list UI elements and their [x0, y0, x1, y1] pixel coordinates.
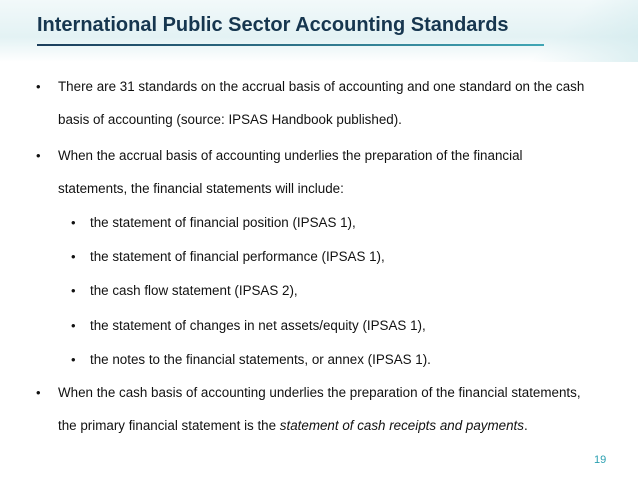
page-number: 19	[594, 454, 607, 466]
sub-bullet-marker: •	[71, 352, 76, 367]
bullet-3-line-2	[58, 418, 528, 434]
sub-bullet-item: the statement of financial position (IPSAS 1),	[90, 215, 356, 230]
emphasis-statement-cash: statement of cash receipts and payments	[279, 418, 524, 433]
bullet-3-line-2-prefix: the primary financial statement is the	[58, 418, 280, 433]
sub-bullet-item: the statement of changes in net assets/equity (IPSAS 1),	[90, 318, 426, 333]
sub-bullet-item: the statement of financial performance (IPSAS 1),	[90, 249, 385, 264]
sub-bullet-marker: •	[71, 283, 76, 298]
sub-bullet-marker: •	[71, 215, 76, 230]
bullet-2-line-2: statements, the financial statements will include:	[58, 181, 344, 196]
sub-bullet-item: the cash flow statement (IPSAS 2),	[90, 283, 298, 298]
sub-bullet-marker: •	[71, 249, 76, 264]
slide-title: International Public Sector Accounting Standards	[37, 14, 509, 36]
bullet-1-line-2: basis of accounting (source: IPSAS Handbook published).	[58, 112, 402, 127]
bullet-2-line-1: When the accrual basis of accounting underlies the preparation of the financial	[58, 148, 523, 163]
bullet-marker: •	[36, 79, 41, 94]
bullet-1-line-1: There are 31 standards on the accrual basis of accounting and one standard on the cash	[58, 79, 585, 94]
bullet-3-line-1: When the cash basis of accounting underlies the preparation of the financial statements,	[58, 385, 581, 400]
bullet-marker: •	[36, 148, 41, 163]
bullet-3-line-2-suffix: .	[523, 418, 528, 433]
sub-bullet-marker: •	[71, 318, 76, 333]
sub-bullet-item: the notes to the financial statements, or annex (IPSAS 1).	[90, 352, 431, 367]
bullet-marker: •	[36, 385, 41, 400]
